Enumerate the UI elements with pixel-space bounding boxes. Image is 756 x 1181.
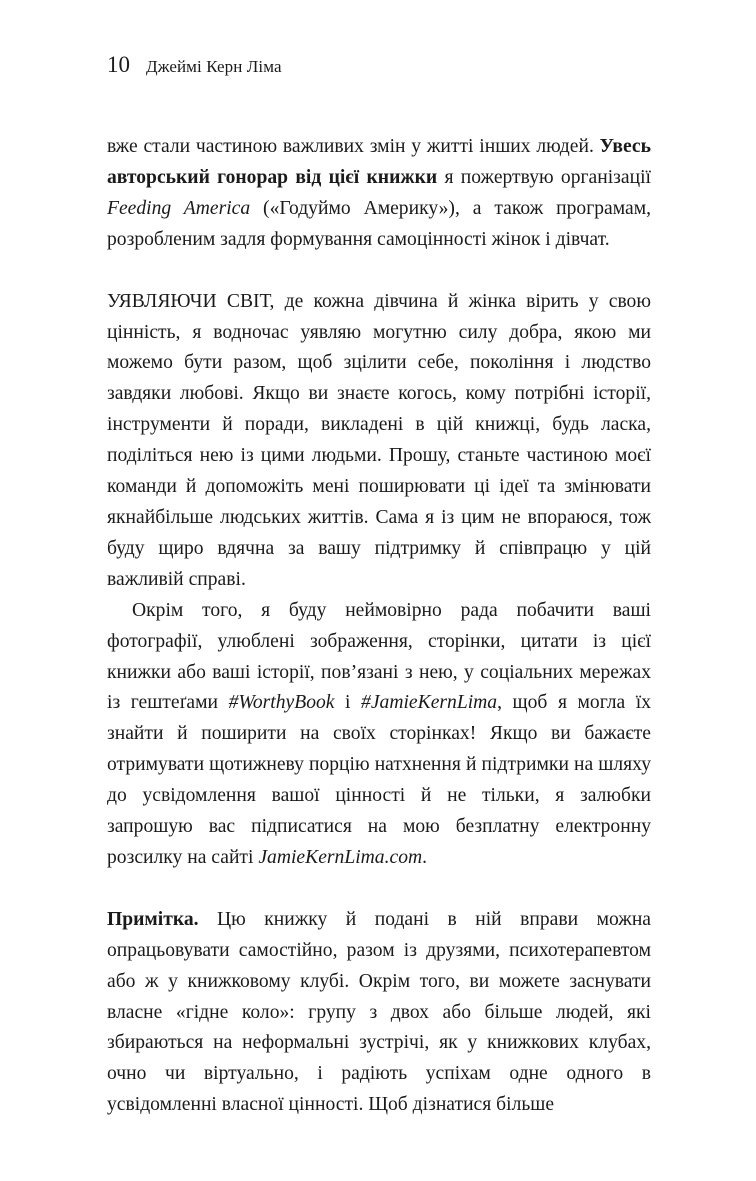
book-page: [107, 52, 651, 1121]
running-title: Джеймі Керн Ліма: [146, 57, 282, 76]
page-number: 10: [107, 52, 130, 77]
running-head: [107, 52, 651, 82]
hashtag-jamiekernlima: #JamieKernLima: [361, 692, 498, 714]
paragraph-imagining-world: [107, 287, 651, 596]
text-run: я пожертвую організації: [437, 166, 651, 188]
paragraph-donation: [107, 132, 651, 256]
text-run: .: [422, 846, 428, 868]
organization-name: Feeding America: [107, 197, 251, 219]
text-run: , щоб я могла їх знайти й поширити на своїх сторінках! Якщо ви бажаєте отримувати щотижневу порцію натхнення й підтримки на шляху до усвідомлення вашої цінності й не тільки, я залюбки запрошую вас підписатися на мою безплатну електронну розсилку на сайті: [107, 692, 651, 868]
text-run: і: [334, 692, 362, 714]
text-run: Цю книжку й подані в ній вправи можна опрацьовувати самостійно, разом із друзями, психотерапевтом або ж у книжковому клубі. Окрім того, ви можете заснувати власне «гідне коло»: групу з двох або більше людей, які збираються на неформальні зустрічі, як у книжкових клубах, очно чи віртуально, і радіють успіхам одне одного в усвідомленні власної цінності. Щоб дізнатися більше: [107, 908, 651, 1116]
body-text: [107, 132, 651, 1121]
text-run: , де кожна дівчина й жінка вірить у свою цінність, я водночас уявляю могутню силу добра, якою ми можемо бути разом, щоб зцілити себе, покоління і людство завдяки любові. Якщо ви знаєте когось, кому потрібні історії, інструменти й поради, викладені в цій книжці, будь ласка, поділіться нею із цими людьми. Прошу, станьте частиною моєї команди й допоможіть мені поширювати ці ідеї та змінювати якнайбільше людських життів. Сама я із цим не впораюся, тож буду щиро вдячна за вашу підтримку й співпрацю у цій важливій справі.: [107, 290, 651, 590]
bold-phrase-royalties: Увесь авторський гонорар від цієї книжки: [107, 136, 651, 188]
section-break: [107, 874, 651, 905]
note-label: Примітка.: [107, 908, 199, 930]
small-caps-lead: УЯВЛЯЮЧИ СВІТ: [107, 290, 270, 312]
hashtag-worthybook: #WorthyBook: [228, 692, 335, 714]
text-run: вже стали частиною важливих змін у житті інших людей.: [107, 136, 600, 157]
paragraph-note: [107, 905, 651, 1121]
section-break: [107, 256, 651, 287]
text-run: Окрім того, я буду неймовірно рада побачити ваші фотографії, улюблені зображення, сторінки, цитати із цієї книжки або ваші історії, пов’язані з нею, у соціальних мережах із гештеґами: [107, 599, 651, 714]
text-run: («Годуймо Америку»), а також програмам, розробленим задля формування самоцінності жінок і дівчат.: [107, 197, 652, 250]
website-name: JamieKernLima.com: [258, 846, 423, 868]
paragraph-social-media: [107, 596, 651, 874]
